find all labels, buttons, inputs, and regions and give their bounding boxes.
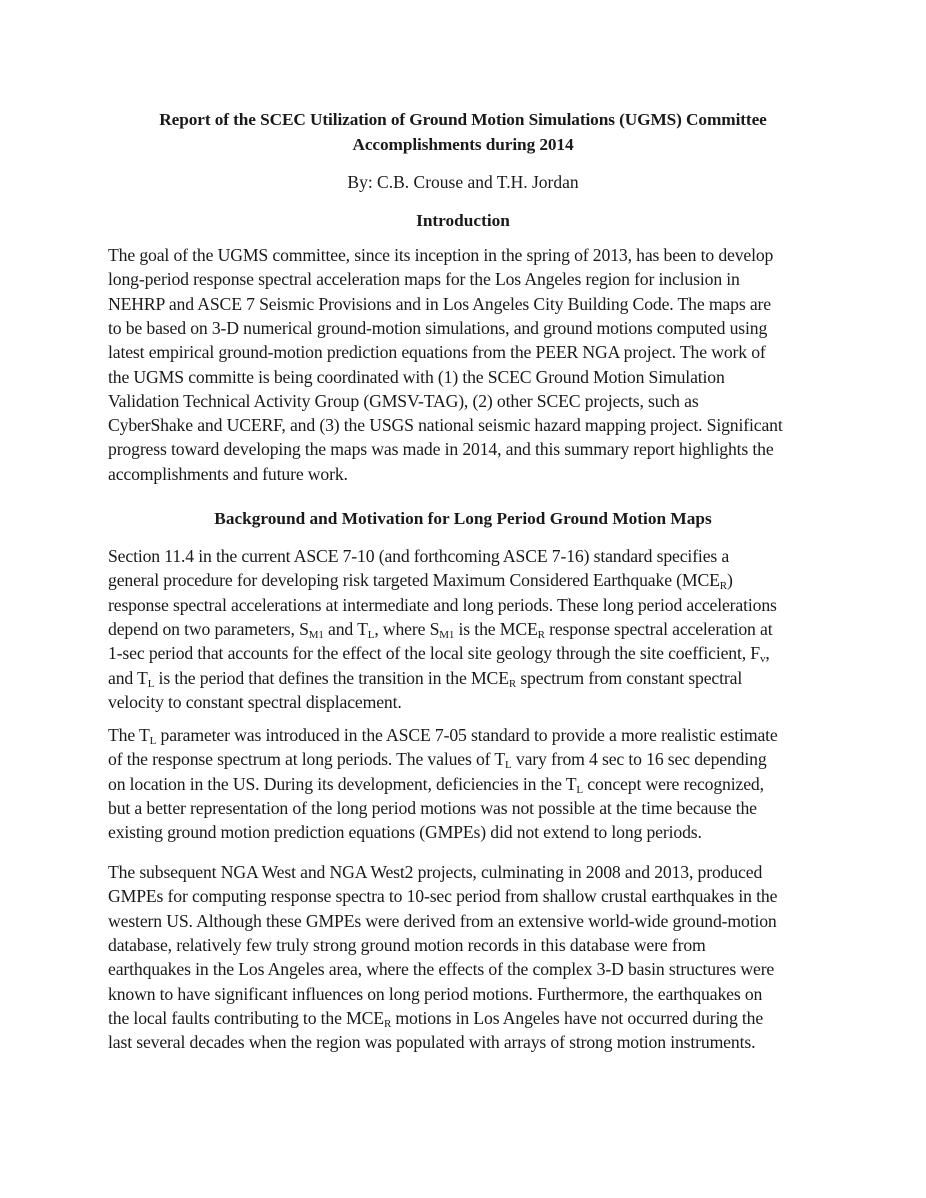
report-title-line-1: Report of the SCEC Utilization of Ground Motion Simulations (UGMS) Committee <box>159 110 767 129</box>
background-text-line: Section 11.4 in the current ASCE 7-10 (and forthcoming ASCE 7-16) standard specifies a <box>108 546 730 566</box>
background-text-line: database, relatively few truly strong ground motion records in this database were from <box>108 934 706 955</box>
background-text-line: on location in the US. During its development, deficiencies in the $T_L$ concept were recognized, <box>108 773 764 796</box>
intro-text-line: long-period response spectral acceleration maps for the Los Angeles region for inclusion in <box>108 269 740 290</box>
intro-text-line: progress toward developing the maps was made in 2014, and this summary report highlights the <box>108 439 774 460</box>
section-heading-introduction: Introduction <box>416 211 510 230</box>
background-text-line: 1-sec period that accounts for the effect of the local site geology through the site coefficient, $F_v$, <box>108 643 770 666</box>
background-text-line: existing ground motion prediction equations (GMPEs) did not extend to long periods. <box>108 822 702 843</box>
intro-text-line: to be based on 3-D numerical ground-motion simulations, and ground motions computed using <box>108 317 768 338</box>
intro-text-line: NEHRP and ASCE 7 Seismic Provisions and in Los Angeles City Building Code. The maps are <box>108 293 771 314</box>
section-heading-background: Background and Motivation for Long Period Ground Motion Maps <box>214 509 712 528</box>
background-text-line: of the response spectrum at long periods. The values of $T_L$ vary from 4 sec to 16 sec depending <box>108 749 767 772</box>
background-text-line: and $T_L$ is the period that defines the transition in the $MCE_R$ spectrum from constant spectral <box>108 667 743 690</box>
background-text-line: The $T_L$ parameter was introduced in the ASCE 7-05 standard to provide a more realistic estimate <box>108 725 778 747</box>
background-text-line: the local faults contributing to the $MCE_R$ motions in Los Angeles have not occurred during the <box>108 1007 764 1030</box>
background-text-line: GMPEs for computing response spectra to 10-sec period from shallow crustal earthquakes in the <box>108 886 778 907</box>
intro-text-line: the UGMS committe is being coordinated with (1) the SCEC Ground Motion Simulation <box>108 366 725 387</box>
intro-text-line: Validation Technical Activity Group (GMSV-TAG), (2) other SCEC projects, such as <box>108 390 699 411</box>
background-text-line: but a better representation of the long period motions was not possible at the time because the <box>108 797 757 818</box>
background-text-line: earthquakes in the Los Angeles area, where the effects of the complex 3-D basin structures were <box>108 959 775 980</box>
background-text-line: last several decades when the region was populated with arrays of strong motion instruments. <box>108 1032 756 1053</box>
background-text-line: depend on two parameters, $S_{M1}$ and $T_L$, where $S_{M1}$ is the $MCE_R$ response spectral acceleration at <box>108 618 773 641</box>
intro-text-line: latest empirical ground-motion prediction equations from the PEER NGA project. The work of <box>108 342 766 363</box>
background-text-line: general procedure for developing risk targeted Maximum Considered Earthquake $(MCE_R)$ <box>108 570 733 593</box>
intro-text-line: CyberShake and UCERF, and (3) the USGS national seismic hazard mapping project. Significant <box>108 415 783 436</box>
background-text-line: velocity to constant spectral displacement. <box>108 691 402 712</box>
report-title-line-2: Accomplishments during 2014 <box>352 135 574 154</box>
intro-text-line: accomplishments and future work. <box>108 463 348 484</box>
intro-text-line: The goal of the UGMS committee, since its inception in the spring of 2013, has been to develop <box>108 245 774 265</box>
background-text-line: known to have significant influences on long period motions. Furthermore, the earthquakes on <box>108 983 763 1004</box>
background-text-line: western US. Although these GMPEs were derived from an extensive world-wide ground-motion <box>108 910 777 931</box>
background-text-line: response spectral accelerations at intermediate and long periods. These long period accelerations <box>108 594 777 615</box>
background-text-line: The subsequent NGA West and NGA West2 projects, culminating in 2008 and 2013, produced <box>108 862 763 882</box>
byline: By: C.B. Crouse and T.H. Jordan <box>347 172 579 192</box>
